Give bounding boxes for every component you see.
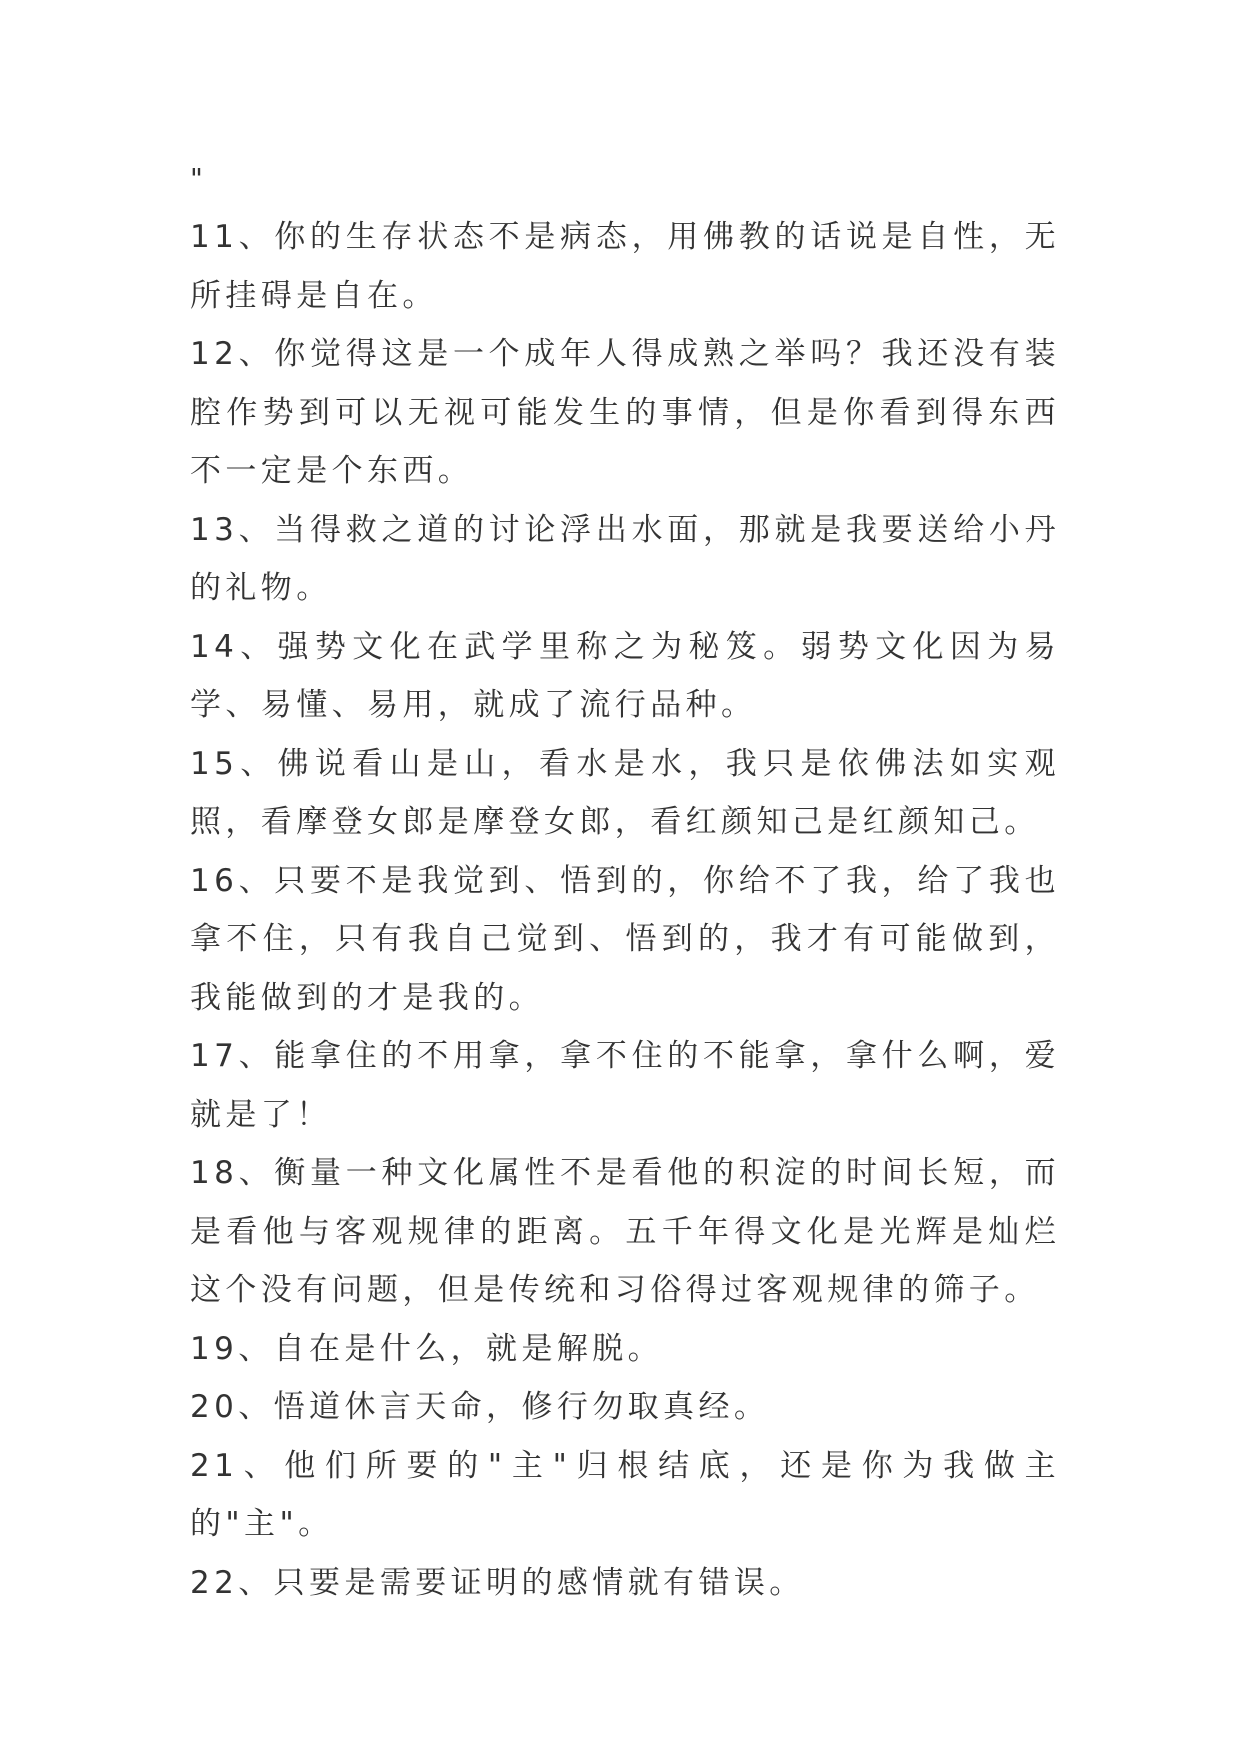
paragraph-11: 11、你的生存状态不是病态，用佛教的话说是自性，无所挂碍是自在。	[190, 219, 1060, 314]
paragraph-16: 16、只要不是我觉到、悟到的，你给不了我，给了我也拿不住，只有我自己觉到、悟到的，我才有可能做到，我能做到的才是我的。	[190, 862, 1060, 1016]
leading-quote-mark: "	[190, 162, 208, 195]
paragraph-18: 18、衡量一种文化属性不是看他的积淀的时间长短，而是看他与客观规律的距离。五千年得文化是光辉是灿烂这个没有问题，但是传统和习俗得过客观规律的筛子。	[190, 1155, 1060, 1308]
paragraph-22: 22、只要是需要证明的感情就有错误。	[190, 1564, 805, 1601]
paragraph-14: 14、强势文化在武学里称之为秘笈。弱势文化因为易学、易懂、易用，就成了流行品种。	[190, 628, 1060, 723]
document-page	[190, 150, 1060, 1612]
paragraph-21: 21、他们所要的"主"归根结底，还是你为我做主的"主"。	[190, 1447, 1060, 1542]
paragraph-13: 13、当得救之道的讨论浮出水面，那就是我要送给小丹的礼物。	[190, 511, 1060, 606]
paragraph-12: 12、你觉得这是一个成年人得成熟之举吗？我还没有装腔作势到可以无视可能发生的事情，但是你看到得东西不一定是个东西。	[190, 336, 1060, 489]
paragraph-19: 19、自在是什么，就是解脱。	[190, 1330, 664, 1367]
paragraph-20: 20、悟道休言天命，修行勿取真经。	[190, 1389, 770, 1425]
paragraph-15: 15、佛说看山是山，看水是水，我只是依佛法如实观照，看摩登女郎是摩登女郎，看红颜知己是红颜知己。	[190, 745, 1060, 840]
paragraph-17: 17、能拿住的不用拿，拿不住的不能拿，拿什么啊，爱就是了！	[190, 1038, 1060, 1133]
